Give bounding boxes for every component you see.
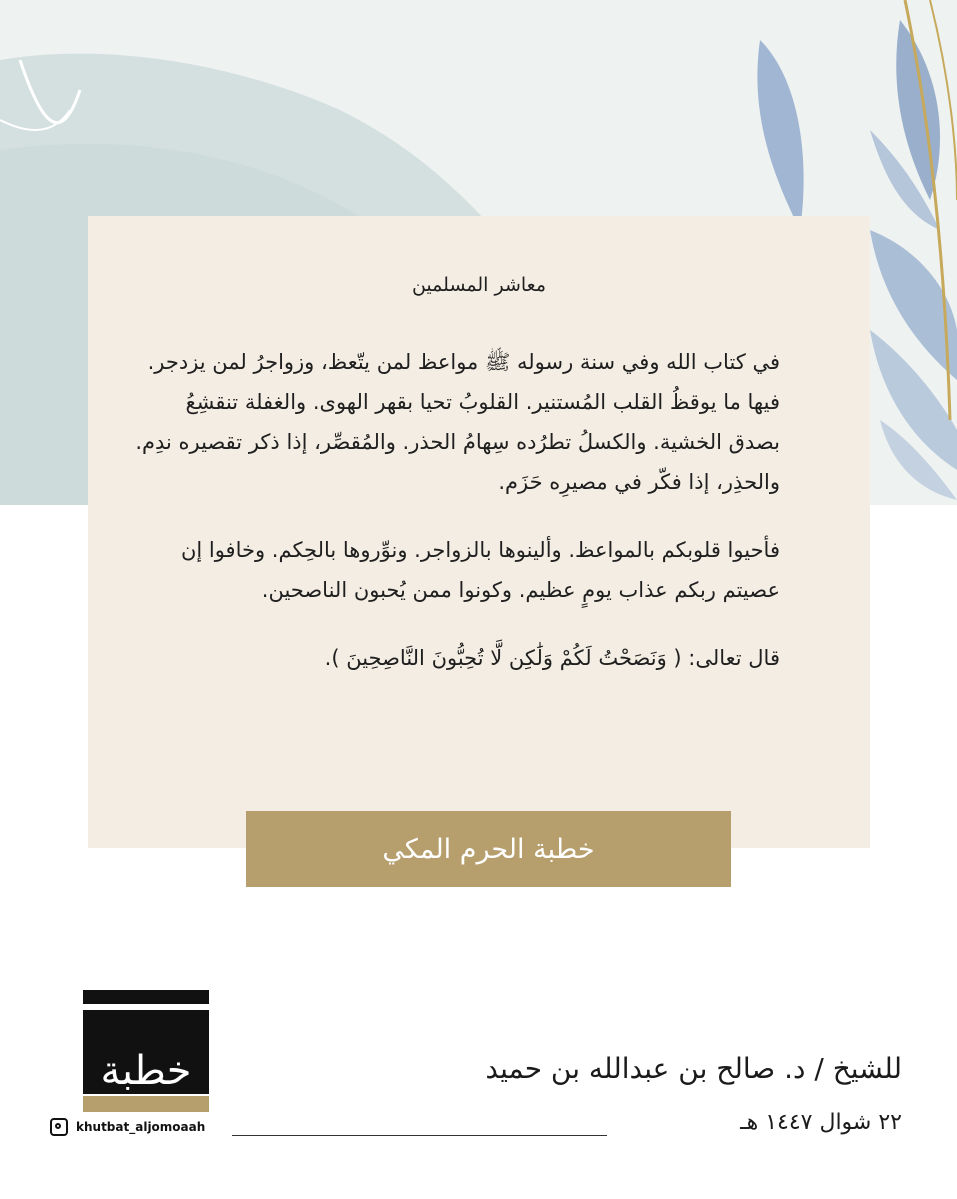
kaaba-logo-icon <box>83 990 209 1112</box>
card-heading: معاشر المسلمين <box>411 274 547 296</box>
instagram-handle: khutbat_aljomoaah <box>76 1120 206 1134</box>
instagram-link[interactable] <box>50 1118 205 1136</box>
title-banner <box>246 811 731 887</box>
quran-verse: قال تعالى: ( وَنَصَحْتُ لَكُمْ وَلَٰكِن لَّا تُحِبُّونَ النَّاصِحِينَ ). <box>324 646 780 670</box>
footer-divider <box>232 1135 607 1136</box>
sheikh-name: للشيخ / د. صالح بن عبدالله بن حميد <box>485 1052 902 1085</box>
sermon-paragraph: في كتاب الله وفي سنة رسوله ﷺ مواعظ لمن يتّعظ، وزواجرُ لمن يزدجر. فيها ما يوقظُ القلب المُستنير. القلوبُ تحيا بقهر الهوى. والغفلة تنقشِعُ بصدق الخشية. والكسلُ تطرُده سِهامُ الحذر. والمُقصِّر، إذا ذكر تقصيره ندِم. والحذِر، إذا فكّر في مصيرِه حَزَم. <box>135 350 780 494</box>
card-text-block <box>128 274 830 706</box>
content-card <box>88 216 870 848</box>
sermon-date: ٢٢ شوال ١٤٤٧ هـ <box>740 1110 902 1135</box>
logo-text: خطبة <box>100 1048 192 1094</box>
sermon-paragraph: فأحيوا قلوبكم بالمواعظ. وألينوها بالزواجر. ونوِّروها بالحِكم. وخافوا إن عصيتم ربكم عذاب يومٍ عظيم. وكونوا ممن يُحبون الناصحين. <box>180 538 780 602</box>
instagram-icon <box>50 1118 68 1136</box>
banner-label: خطبة الحرم المكي <box>382 833 595 865</box>
